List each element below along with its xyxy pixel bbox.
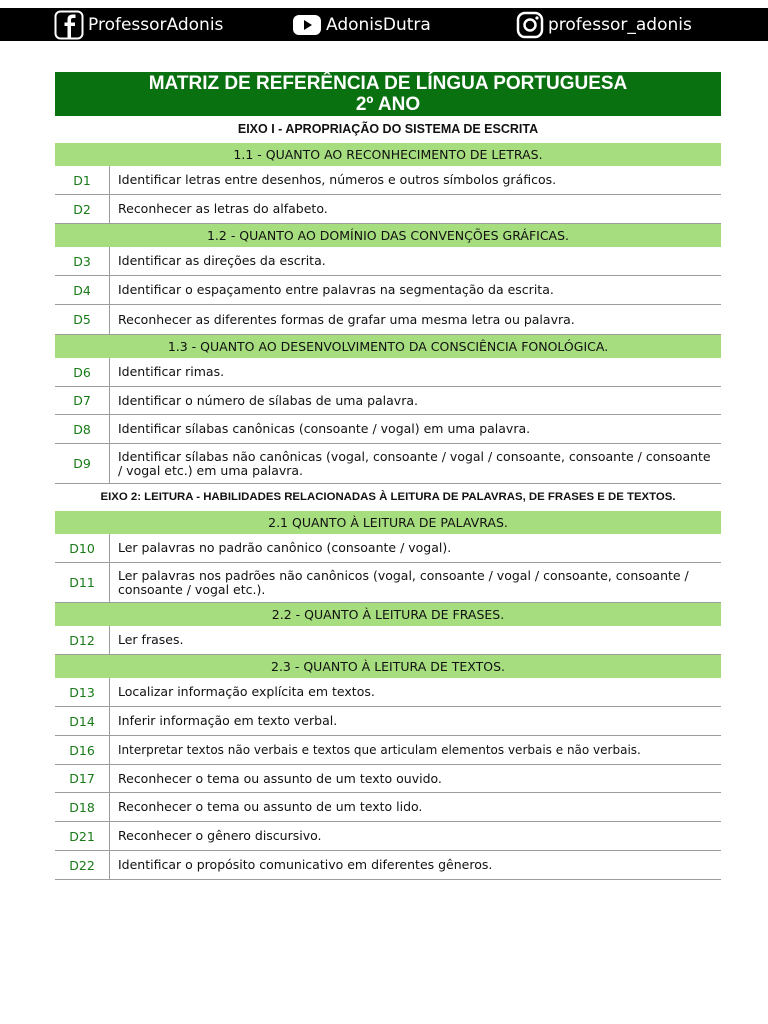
section-1-1: 1.1 - QUANTO AO RECONHECIMENTO DE LETRAS. (55, 143, 721, 166)
descriptor-text: Identificar sílabas canônicas (consoante / vogal) em uma palavra. (118, 421, 531, 436)
table-row (55, 387, 721, 415)
descriptor-text: Identificar o espaçamento entre palavras na segmentação da escrita. (118, 282, 554, 297)
table-row (55, 707, 721, 736)
title-line-2: 2º ANO (355, 94, 421, 115)
descriptor-code: D21 (55, 822, 110, 850)
descriptor-text: Ler frases. (118, 632, 184, 647)
table-row (55, 765, 721, 793)
descriptor-text: Identificar letras entre desenhos, números e outros símbolos gráficos. (118, 172, 557, 187)
descriptor-code: D8 (55, 415, 110, 443)
table-row (55, 247, 721, 276)
descriptor-text: Identificar rimas. (118, 364, 225, 379)
descriptor-code: D9 (55, 444, 110, 483)
descriptor-text: Localizar informação explícita em textos. (118, 684, 375, 699)
youtube-handle: AdonisDutra (326, 14, 431, 35)
descriptor-code: D17 (55, 765, 110, 792)
social-facebook[interactable] (54, 8, 223, 41)
facebook-icon (54, 10, 84, 40)
descriptor-text: Reconhecer as diferentes formas de grafar uma mesma letra ou palavra. (118, 311, 575, 327)
descriptor-text: Reconhecer o tema ou assunto de um texto ouvido. (118, 770, 442, 786)
descriptor-code: D1 (55, 166, 110, 194)
table-row (55, 305, 721, 335)
table-row (55, 563, 721, 603)
section-1-3: 1.3 - QUANTO AO DESENVOLVIMENTO DA CONSCIÊNCIA FONOLÓGICA. (55, 335, 721, 358)
descriptor-text: Ler palavras no padrão canônico (consoante / vogal). (118, 540, 452, 555)
table-row (55, 166, 721, 195)
descriptor-code: D14 (55, 707, 110, 735)
reference-matrix (55, 72, 721, 880)
table-row (55, 736, 721, 765)
descriptor-code: D11 (55, 563, 110, 602)
facebook-handle: ProfessorAdonis (88, 14, 224, 35)
descriptor-code: D10 (55, 534, 110, 562)
table-row (55, 444, 721, 484)
descriptor-code: D4 (55, 276, 110, 304)
table-row (55, 822, 721, 851)
section-2-2: 2.2 - QUANTO À LEITURA DE FRASES. (55, 603, 721, 626)
descriptor-code: D3 (55, 247, 110, 275)
descriptor-text: Reconhecer o tema ou assunto de um texto lido. (118, 799, 423, 814)
table-row (55, 415, 721, 444)
descriptor-text: Identificar o número de sílabas de uma palavra. (118, 392, 418, 408)
instagram-handle: professor_adonis (548, 14, 692, 35)
document-title (55, 72, 721, 116)
social-bar (0, 8, 768, 41)
section-1-2: 1.2 - QUANTO AO DOMÍNIO DAS CONVENÇÕES GRÁFICAS. (55, 224, 721, 247)
descriptor-code: D2 (55, 195, 110, 223)
table-row (55, 195, 721, 224)
descriptor-text: Ler palavras nos padrões não canônicos (vogal, consoante / vogal / consoante, consoante / consoante / vogal etc.). (118, 567, 689, 597)
instagram-icon (516, 11, 544, 39)
table-row (55, 678, 721, 707)
descriptor-code: D22 (55, 851, 110, 879)
table-row (55, 358, 721, 387)
youtube-icon (292, 14, 322, 36)
table-row (55, 534, 721, 563)
axis-2-heading: EIXO 2: LEITURA - HABILIDADES RELACIONADAS À LEITURA DE PALAVRAS, DE FRASES E DE TEXTOS. (100, 491, 676, 503)
descriptor-text: Reconhecer o gênero discursivo. (118, 828, 322, 843)
table-row (55, 851, 721, 880)
table-row (55, 793, 721, 822)
table-row (55, 626, 721, 655)
descriptor-text: Identificar as direções da escrita. (118, 253, 326, 268)
descriptor-text: Identificar sílabas não canônicas (vogal, consoante / vogal / consoante, consoante / consoante / vogal etc.) em uma palavra. (118, 448, 711, 478)
descriptor-text: Interpretar textos não verbais e textos que articulam elementos verbais e não verbais. (118, 743, 641, 757)
social-instagram[interactable] (516, 8, 692, 41)
descriptor-text: Reconhecer as letras do alfabeto. (118, 201, 328, 216)
descriptor-code: D18 (55, 793, 110, 821)
descriptor-code: D7 (55, 387, 110, 414)
descriptor-code: D5 (55, 305, 110, 334)
social-youtube[interactable] (292, 8, 431, 41)
section-2-1: 2.1 QUANTO À LEITURA DE PALAVRAS. (55, 511, 721, 534)
axis-1-heading: EIXO I - APROPRIAÇÃO DO SISTEMA DE ESCRITA (237, 122, 539, 136)
descriptor-code: D13 (55, 678, 110, 706)
section-2-3: 2.3 - QUANTO À LEITURA DE TEXTOS. (55, 655, 721, 678)
table-row (55, 276, 721, 305)
title-line-1: MATRIZ DE REFERÊNCIA DE LÍNGUA PORTUGUESA (148, 73, 628, 94)
descriptor-text: Identificar o propósito comunicativo em diferentes gêneros. (118, 857, 493, 872)
descriptor-code: D16 (55, 736, 110, 764)
descriptor-code: D6 (55, 358, 110, 386)
descriptor-code: D12 (55, 626, 110, 654)
descriptor-text: Inferir informação em texto verbal. (118, 713, 338, 728)
